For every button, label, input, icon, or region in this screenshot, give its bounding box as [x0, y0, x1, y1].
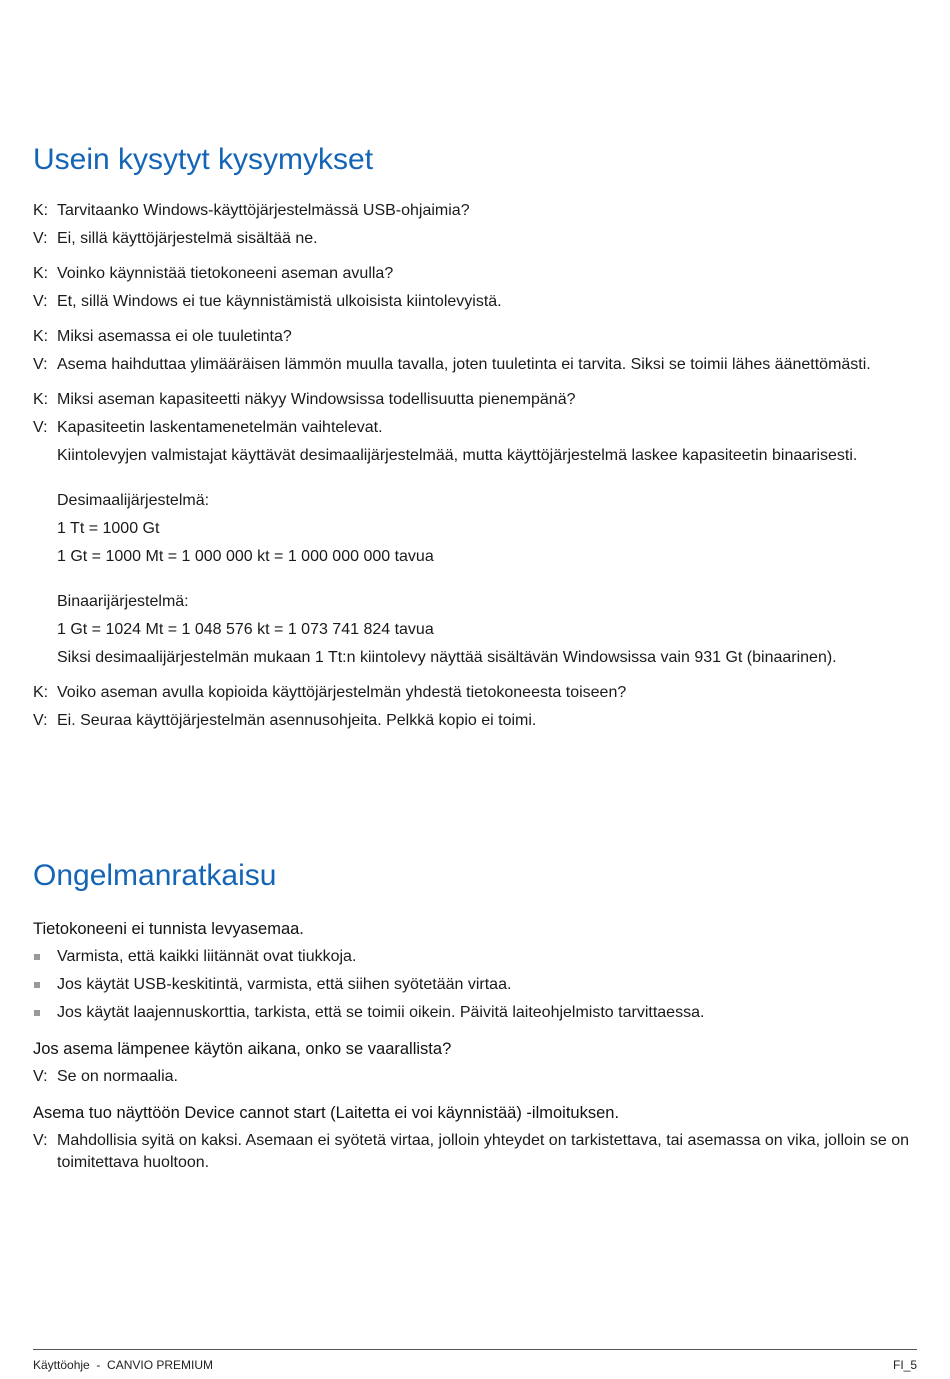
answer-tag: V:: [33, 356, 48, 373]
answer-detail: Kiintolevyjen valmistajat käyttävät desimaalijärjestelmää, mutta käyttöjärjestelmä laskee kapasiteetin binaarisesti.: [57, 447, 858, 464]
answer-detail: Binaarijärjestelmä:: [57, 593, 189, 610]
answer-tag: V:: [33, 1068, 48, 1085]
troubleshooting-section: [33, 1038, 917, 1088]
page-footer: [33, 1357, 917, 1373]
faq-question: [33, 263, 917, 285]
answer-detail: 1 Tt = 1000 Gt: [57, 520, 160, 537]
faq-item: [33, 326, 917, 376]
bullet-text: Jos käytät USB-keskitintä, varmista, että siihen syötetään virtaa.: [57, 976, 512, 993]
troubleshooting-heading: Ongelmanratkaisu: [33, 859, 277, 892]
question-tag: K:: [33, 391, 49, 408]
section-answer: [33, 1130, 917, 1174]
answer-tag: V:: [33, 230, 48, 247]
bullet-item: [33, 946, 917, 968]
faq-item: [33, 263, 917, 313]
answer-tag: V:: [33, 419, 48, 436]
faq-heading: Usein kysytyt kysymykset: [33, 143, 374, 176]
answer-text: Et, sillä Windows ei tue käynnistämistä ulkoisista kiintolevyistä.: [57, 293, 502, 310]
section-title: Jos asema lämpenee käytön aikana, onko se vaarallista?: [33, 1040, 452, 1058]
faq-question: [33, 389, 917, 411]
faq-item: [33, 200, 917, 250]
question-text: Miksi aseman kapasiteetti näkyy Windowsissa todellisuutta pienempänä?: [57, 391, 576, 408]
answer-text: Ei, sillä käyttöjärjestelmä sisältää ne.: [57, 230, 318, 247]
troubleshooting-list: [33, 918, 917, 1188]
question-text: Tarvitaanko Windows-käyttöjärjestelmässä USB-ohjaimia?: [57, 202, 470, 219]
answer-tag: V:: [33, 1132, 48, 1149]
faq-question: [33, 200, 917, 222]
faq-question: [33, 326, 917, 348]
answer-detail: Siksi desimaalijärjestelmän mukaan 1 Tt:n kiintolevy näyttää sisältävän Windowsissa vain 931 Gt (binaarinen).: [57, 649, 837, 666]
page-number: FI_5: [892, 1358, 917, 1372]
square-bullet-icon: [34, 954, 40, 960]
section-answer: [33, 1066, 917, 1088]
answer-detail: Desimaalijärjestelmä:: [57, 492, 210, 509]
answer-detail: 1 Gt = 1000 Mt = 1 000 000 kt = 1 000 000 000 tavua: [57, 548, 434, 565]
bullet-text: Varmista, että kaikki liitännät ovat tiukkoja.: [57, 948, 357, 965]
footer-divider: [33, 1349, 917, 1350]
square-bullet-icon: [34, 982, 40, 988]
faq-answer: [33, 291, 917, 313]
question-tag: K:: [33, 202, 49, 219]
bullet-item: [33, 1002, 917, 1024]
faq-answer: [33, 228, 917, 250]
answer-text: Kapasiteetin laskentamenetelmän vaihtelevat.: [57, 419, 383, 436]
section-title: Asema tuo näyttöön Device cannot start (Laitetta ei voi käynnistää) -ilmoituksen.: [33, 1104, 620, 1122]
answer-tag: V:: [33, 293, 48, 310]
faq-answer: [33, 417, 917, 439]
troubleshooting-section: [33, 1102, 917, 1174]
question-tag: K:: [33, 265, 49, 282]
answer-text: Se on normaalia.: [57, 1068, 178, 1085]
square-bullet-icon: [34, 1010, 40, 1016]
bullet-item: [33, 974, 917, 996]
answer-text: Ei. Seuraa käyttöjärjestelmän asennusohjeita. Pelkkä kopio ei toimi.: [57, 712, 537, 729]
footer-title: Käyttöohje - CANVIO PREMIUM: [33, 1358, 214, 1372]
faq-item: [33, 389, 917, 669]
faq-item: [33, 682, 917, 732]
troubleshooting-section: [33, 918, 917, 1024]
document-page: [33, 0, 917, 1379]
question-tag: K:: [33, 328, 49, 345]
answer-text: Asema haihduttaa ylimääräisen lämmön muulla tavalla, joten tuuletinta ei tarvita. Siksi se toimii lähes äänettömästi.: [57, 356, 871, 373]
answer-tag: V:: [33, 712, 48, 729]
answer-text: Mahdollisia syitä on kaksi. Asemaan ei syötetä virtaa, jolloin yhteydet on tarkistettava, tai asemassa on vika, jolloin se on toimitettava huoltoon.: [57, 1132, 909, 1171]
faq-answer: [33, 710, 917, 732]
faq-question: [33, 682, 917, 704]
section-title: Tietokoneeni ei tunnista levyasemaa.: [33, 920, 304, 938]
faq-list: [33, 200, 917, 745]
faq-answer: [33, 354, 917, 376]
bullet-text: Jos käytät laajennuskorttia, tarkista, että se toimii oikein. Päivitä laiteohjelmisto tarvittaessa.: [57, 1004, 705, 1021]
question-text: Voiko aseman avulla kopioida käyttöjärjestelmän yhdestä tietokoneesta toiseen?: [57, 684, 627, 701]
question-tag: K:: [33, 684, 49, 701]
question-text: Miksi asemassa ei ole tuuletinta?: [57, 328, 292, 345]
question-text: Voinko käynnistää tietokoneeni aseman avulla?: [57, 265, 394, 282]
answer-detail: 1 Gt = 1024 Mt = 1 048 576 kt = 1 073 741 824 tavua: [57, 621, 434, 638]
